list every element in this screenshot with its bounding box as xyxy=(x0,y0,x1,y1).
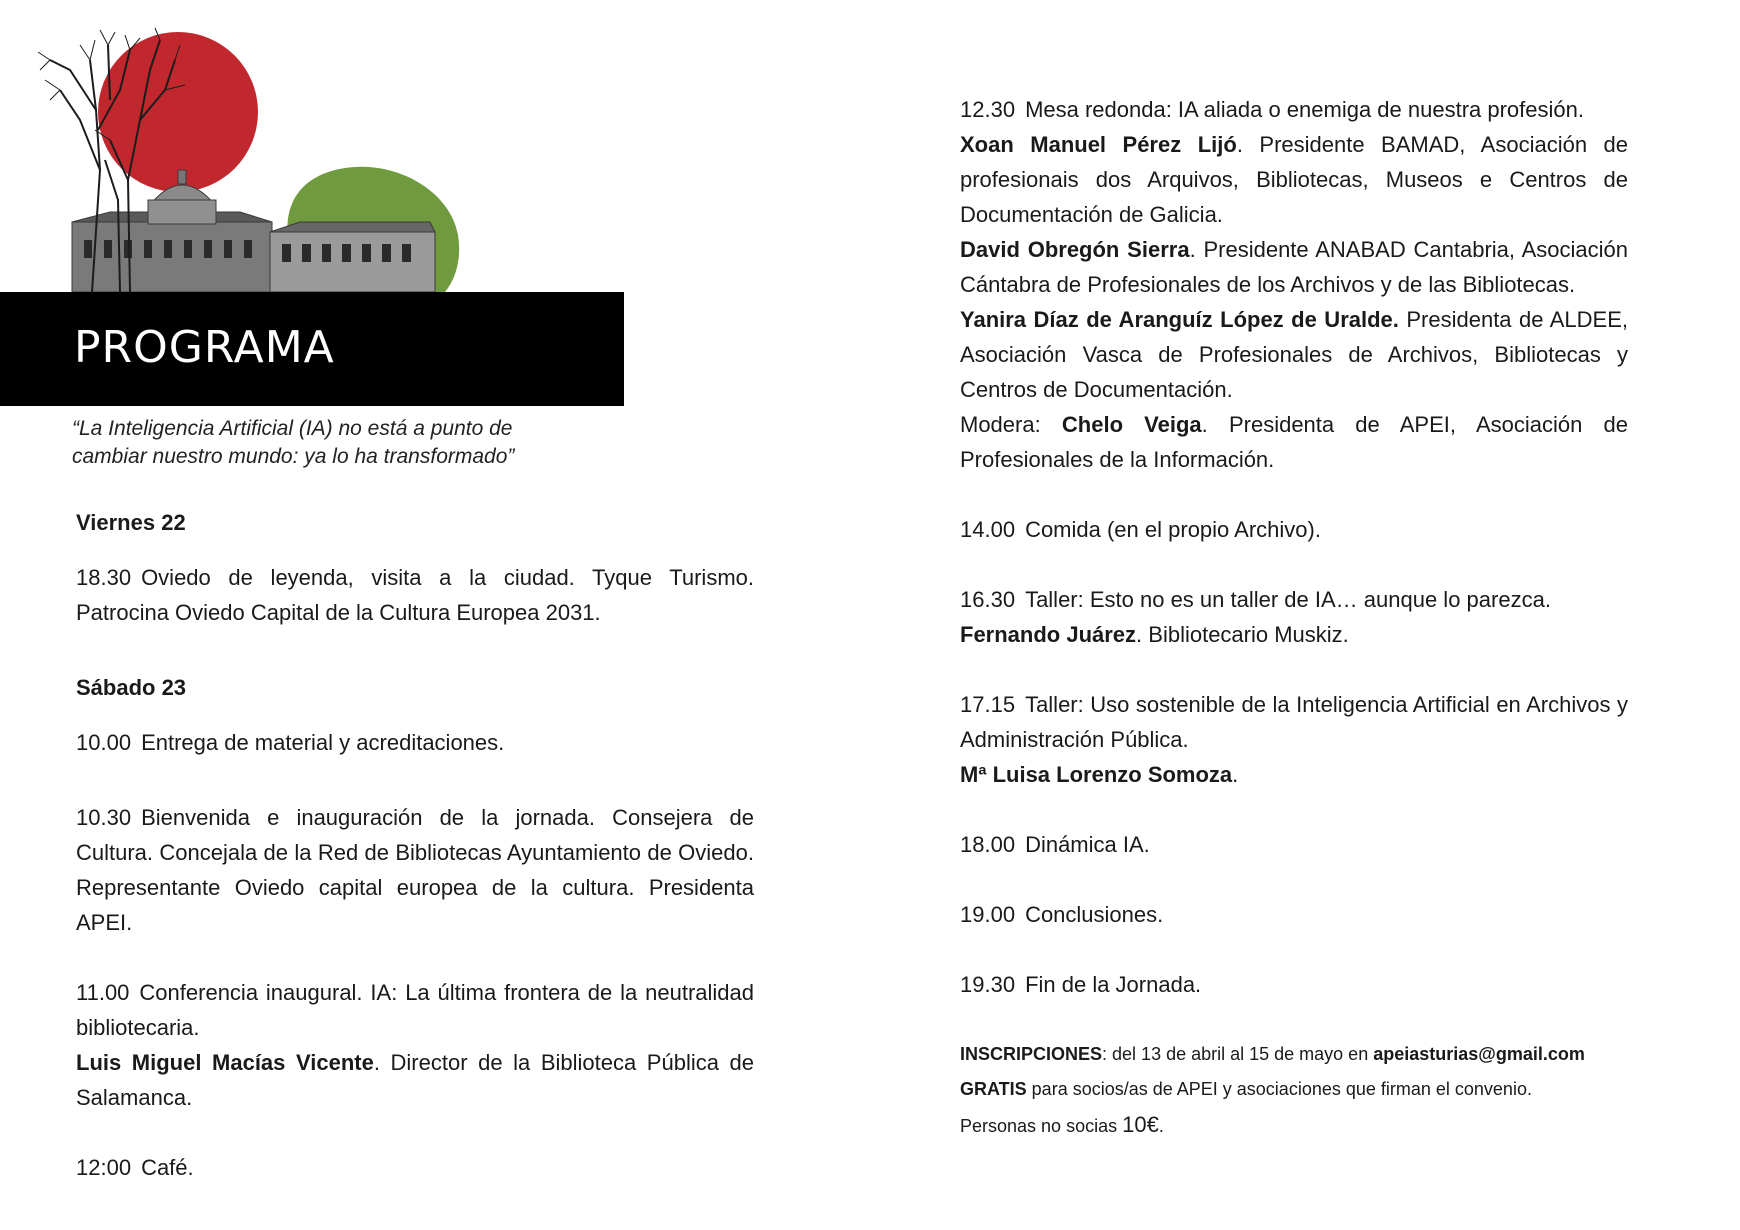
event-1030 xyxy=(76,800,754,940)
event-time: 17.15 xyxy=(960,692,1016,717)
speaker-name: Luis Miguel Macías Vicente xyxy=(76,1050,374,1075)
quote-line-2: cambiar nuestro mundo: ya lo ha transformado” xyxy=(72,445,515,468)
event-time: 18.00 xyxy=(960,832,1016,857)
price-value: 10€ xyxy=(1122,1112,1159,1137)
header-illustration xyxy=(0,0,624,406)
event-time: 10.00 xyxy=(76,730,132,755)
panelist-3 xyxy=(960,302,1628,407)
event-time: 12.30 xyxy=(960,97,1016,122)
event-text: Entrega de material y acreditaciones. xyxy=(141,730,505,755)
moderator-name: Chelo Veiga xyxy=(1061,412,1202,437)
registration-label: INSCRIPCIONES xyxy=(960,1044,1103,1064)
building-trees-illustration xyxy=(0,0,624,300)
event-time: 14.00 xyxy=(960,517,1016,542)
event-text: Taller: Uso sostenible de la Inteligencia Artificial en Archivos y Administración Pública. xyxy=(960,692,1628,752)
event-time: 11.00 xyxy=(76,980,130,1005)
event-1100 xyxy=(76,975,754,1115)
event-text: Oviedo de leyenda, visita a la ciudad. Tyque Turismo. Patrocina Oviedo Capital de la Cultura Europea 2031. xyxy=(76,565,754,625)
free-label: GRATIS xyxy=(960,1079,1027,1099)
panelist-1 xyxy=(960,127,1628,232)
event-time: 18.30 xyxy=(76,565,132,590)
event-text: Mesa redonda: IA aliada o enemiga de nuestra profesión. xyxy=(1025,97,1584,122)
event-text: Dinámica IA. xyxy=(1025,832,1150,857)
event-1630 xyxy=(960,582,1628,652)
event-1930 xyxy=(960,967,1628,1002)
free-text: para socios/as de APEI y asociaciones que firman el convenio. xyxy=(1026,1079,1532,1099)
day-heading-viernes: Viernes 22 xyxy=(76,510,186,535)
quote-line-1: “La Inteligencia Artificial (IA) no está a punto de xyxy=(72,417,513,440)
speaker-role: . Bibliotecario Muskiz. xyxy=(1136,622,1349,647)
panelist-role: . Presidente BAMAD, Asociación de profesionais dos Arquivos, Bibliotecas, Museos e Centros de Documentación de Galicia. xyxy=(960,132,1629,227)
event-text: Conferencia inaugural. IA: La última frontera de la neutralidad bibliotecaria. xyxy=(76,980,754,1040)
registration-dates: : del 13 de abril al 15 de mayo en xyxy=(1102,1044,1374,1064)
page-title: PROGRAMA xyxy=(74,322,335,373)
event-text: Conclusiones. xyxy=(1025,902,1164,927)
speaker-name: Fernando Juárez xyxy=(960,622,1137,647)
moderator-label: Modera: xyxy=(960,412,1062,437)
event-1200 xyxy=(76,1150,754,1185)
event-time: 12:00 xyxy=(76,1155,132,1180)
event-1900 xyxy=(960,897,1628,932)
contact-email: apeiasturias@gmail.com xyxy=(1373,1044,1585,1064)
moderator-role: . Presidenta de APEI, Asociación de Profesionales de la Información. xyxy=(960,412,1628,472)
event-text: Bienvenida e inauguración de la jornada. Consejera de Cultura. Concejala de la Red de Bibliotecas Ayuntamiento de Oviedo. Representante Oviedo capital europea de la cultura. Presidenta APEI. xyxy=(76,805,754,935)
panelist-name: Yanira Díaz de Aranguíz López de Uralde. xyxy=(960,307,1399,332)
price-line xyxy=(960,1107,1628,1144)
event-time: 19.00 xyxy=(960,902,1016,927)
event-1715 xyxy=(960,687,1628,792)
panelist-name: David Obregón Sierra xyxy=(960,237,1190,262)
day-heading-sabado: Sábado 23 xyxy=(76,675,187,700)
registration-info xyxy=(960,1037,1628,1144)
right-column xyxy=(960,92,1628,1144)
event-1000 xyxy=(76,725,754,760)
panelist-2 xyxy=(960,232,1628,302)
event-text: Café. xyxy=(141,1155,194,1180)
left-column xyxy=(76,505,754,1185)
panelist-name: Xoan Manuel Pérez Lijó xyxy=(960,132,1237,157)
free-line xyxy=(960,1072,1628,1107)
panelist-role: Presidenta de ALDEE, Asociación Vasca de Profesionales de Archivos, Bibliotecas y Centros de Documentación. xyxy=(960,307,1628,402)
event-1400 xyxy=(960,512,1628,547)
event-1830 xyxy=(76,560,754,630)
price-label: Personas no socias xyxy=(960,1116,1123,1136)
speaker-role: . Director de la Biblioteca Pública de Salamanca. xyxy=(76,1050,754,1110)
speaker-end: . xyxy=(1232,762,1239,787)
price-end: . xyxy=(1158,1116,1164,1136)
event-time: 10.30 xyxy=(76,805,132,830)
event-time: 19.30 xyxy=(960,972,1016,997)
speaker-name: Mª Luisa Lorenzo Somoza xyxy=(960,762,1233,787)
event-1800 xyxy=(960,827,1628,862)
event-text: Comida (en el propio Archivo). xyxy=(1025,517,1321,542)
event-1230 xyxy=(960,92,1628,127)
event-text: Taller: Esto no es un taller de IA… aunque lo parezca. xyxy=(1025,587,1551,612)
panelist-role: . Presidente ANABAD Cantabria, Asociación Cántabra de Profesionales de los Archivos y de las Bibliotecas. xyxy=(960,237,1628,297)
event-time: 16.30 xyxy=(960,587,1016,612)
moderator xyxy=(960,407,1628,477)
title-banner xyxy=(0,292,624,406)
registration-line xyxy=(960,1037,1628,1072)
intro-quote xyxy=(72,415,632,471)
event-text: Fin de la Jornada. xyxy=(1025,972,1202,997)
